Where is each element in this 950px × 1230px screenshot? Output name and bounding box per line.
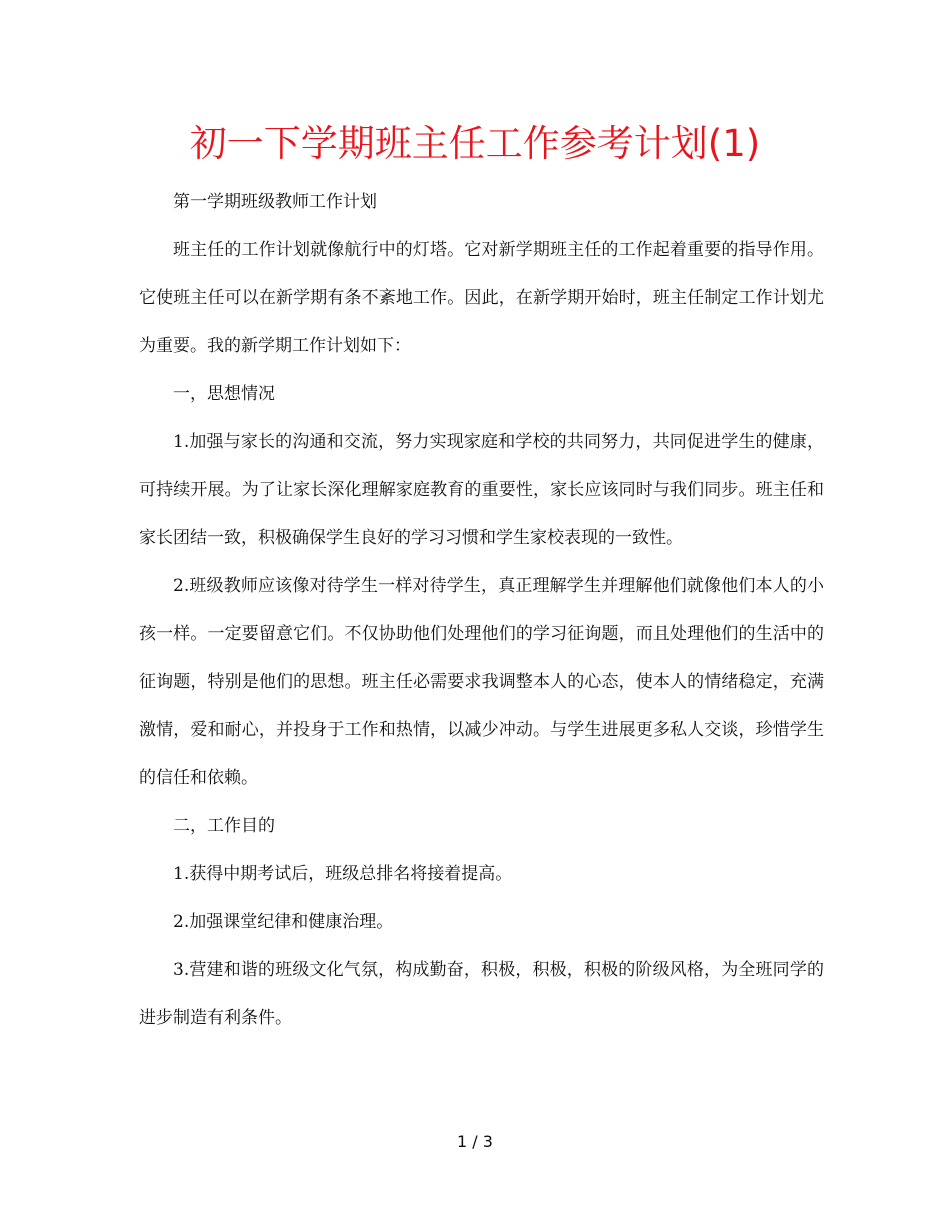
document-body [139, 178, 824, 1042]
section-heading-goals: 二，工作目的 [173, 816, 275, 836]
paragraph-item: 2.加强课堂纪律和健康治理。 [173, 912, 394, 932]
paragraph-item: 1.获得中期考试后，班级总排名将接着提高。 [173, 864, 513, 884]
paragraph-item: 1.加强与家长的沟通和交流，努力实现家庭和学校的共同努力，共同促进学生的健康，可持续开展。为了让家长深化理解家庭教育的重要性，家长应该同时与我们同步。班主任和家长团结一致，积极确保学生良好的学习习惯和学生家校表现的一致性。 [139, 432, 824, 548]
paragraph-item: 2.班级教师应该像对待学生一样对待学生，真正理解学生并理解他们就像他们本人的小孩一样。一定要留意它们。不仅协助他们处理他们的学习征询题，而且处理他们的生活中的征询题，特别是他们的思想。班主任必需要求我调整本人的心态，使本人的情绪稳定，充满激情，爱和耐心，并投身于工作和热情，以减少冲动。与学生进展更多私人交谈，珍惜学生的信任和依赖。 [139, 576, 824, 788]
document-title: 初一下学期班主任工作参考计划(1) [189, 122, 761, 165]
paragraph-item: 3.营建和谐的班级文化气氛，构成勤奋，积极，积极，积极的阶级风格，为全班同学的进步制造有利条件。 [139, 960, 824, 1028]
section-heading-thoughts: 一，思想情况 [173, 384, 275, 404]
paragraph-intro: 班主任的工作计划就像航行中的灯塔。它对新学期班主任的工作起着重要的指导作用。它使班主任可以在新学期有条不紊地工作。因此，在新学期开始时，班主任制定工作计划尤为重要。我的新学期工作计划如下： [139, 240, 824, 356]
page-number: 1 / 3 [457, 1132, 493, 1151]
paragraph-subtitle: 第一学期班级教师工作计划 [173, 192, 377, 212]
